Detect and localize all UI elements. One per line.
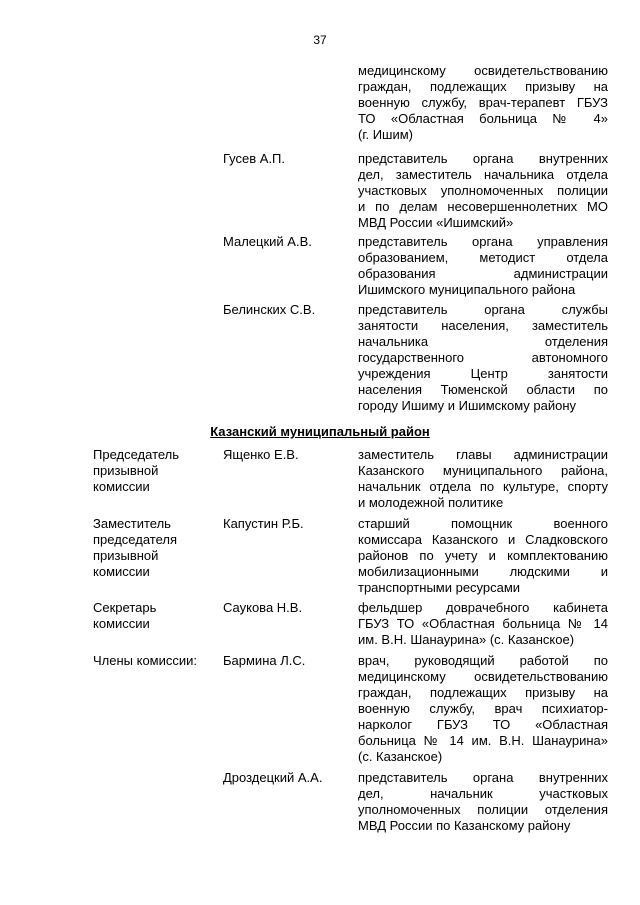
desc-line: районов по учету и комплектованию bbox=[358, 548, 608, 563]
desc-line: начальник отдела по культуре, спорту bbox=[358, 479, 608, 494]
desc-line: участковых уполномоченных полиции bbox=[358, 183, 608, 198]
role-line: комиссии bbox=[93, 616, 150, 631]
desc-line: старший помощник военного bbox=[358, 516, 608, 531]
person-description bbox=[358, 600, 608, 648]
role-line: призывной bbox=[93, 463, 159, 478]
role-line: комиссии bbox=[93, 479, 150, 494]
desc-line: начальника отделения bbox=[358, 334, 608, 349]
desc-line: представитель органа внутренних bbox=[358, 151, 608, 166]
role-line: Заместитель bbox=[93, 516, 171, 531]
person-description bbox=[358, 447, 608, 511]
desc-line: населения Тюменской области по bbox=[358, 382, 608, 397]
person-name: Бармина Л.С. bbox=[223, 653, 306, 668]
desc-line: граждан, подлежащих призыву на bbox=[358, 79, 608, 94]
desc-line: представитель органа управления bbox=[358, 234, 608, 249]
desc-line: занятости населения, заместитель bbox=[358, 318, 608, 333]
desc-line: комиссара Казанского и Сладковского bbox=[358, 532, 608, 547]
desc-line: (с. Казанское) bbox=[358, 749, 443, 764]
role-line: призывной bbox=[93, 548, 159, 563]
desc-line: представитель органа службы bbox=[358, 302, 608, 317]
desc-line: представитель органа внутренних bbox=[358, 770, 608, 785]
desc-line: военную службу, врач-терапевт ГБУЗ bbox=[358, 95, 608, 110]
person-name: Гусев А.П. bbox=[223, 151, 286, 166]
role-label bbox=[93, 653, 218, 669]
desc-line: Казанского муниципального района, bbox=[358, 463, 608, 478]
role-line: Члены комиссии: bbox=[93, 653, 198, 668]
desc-line: МВД России «Ишимский» bbox=[358, 215, 514, 230]
desc-line: военную службу, врач психиатор- bbox=[358, 701, 608, 716]
person-name: Белинских С.В. bbox=[223, 302, 316, 317]
role-label bbox=[93, 600, 218, 632]
desc-line: медицинскому освидетельствованию bbox=[358, 669, 608, 684]
person-name: Малецкий А.В. bbox=[223, 234, 312, 249]
person-description bbox=[358, 302, 608, 414]
section-heading: Казанский муниципальный район bbox=[210, 424, 430, 439]
role-line: Председатель bbox=[93, 447, 180, 462]
person-description bbox=[358, 234, 608, 298]
person-name: Капустин Р.Б. bbox=[223, 516, 304, 531]
desc-line: нарколог ГБУЗ ТО «Областная bbox=[358, 717, 608, 732]
desc-line: МВД России по Казанскому району bbox=[358, 818, 571, 833]
desc-line: ГБУЗ ТО «Областная больница № 14 bbox=[358, 616, 608, 631]
desc-line: дел, заместитель начальника отдела bbox=[358, 167, 608, 182]
desc-line: образованием, методист отдела bbox=[358, 250, 608, 265]
desc-line: граждан, подлежащих призыву на bbox=[358, 685, 608, 700]
role-label bbox=[93, 516, 218, 580]
desc-line: врач, руководящий работой по bbox=[358, 653, 608, 668]
desc-line: и молодежной политике bbox=[358, 495, 504, 510]
desc-line: им. В.Н. Шанаурина» (с. Казанское) bbox=[358, 632, 575, 647]
desc-line: и по делам несовершеннолетних МО bbox=[358, 199, 608, 214]
desc-line: уполномоченных полиции отделения bbox=[358, 802, 608, 817]
desc-line: медицинскому освидетельствованию bbox=[358, 63, 608, 78]
role-label bbox=[93, 447, 218, 495]
person-name: Саукова Н.В. bbox=[223, 600, 303, 615]
desc-line: заместитель главы администрации bbox=[358, 447, 608, 462]
person-name: Дроздецкий А.А. bbox=[223, 770, 323, 785]
person-name: Ященко Е.В. bbox=[223, 447, 299, 462]
desc-line: транспортными ресурсами bbox=[358, 580, 521, 595]
person-description bbox=[358, 151, 608, 231]
desc-line: мобилизационными людскими и bbox=[358, 564, 608, 579]
desc-line: ТО «Областная больница № 4» bbox=[358, 111, 608, 126]
desc-line: Ишимского муниципального района bbox=[358, 282, 576, 297]
desc-line: (г. Ишим) bbox=[358, 127, 414, 142]
desc-line: государственного автономного bbox=[358, 350, 608, 365]
person-description bbox=[358, 770, 608, 834]
desc-line: фельдшер доврачебного кабинета bbox=[358, 600, 608, 615]
role-line: комиссии bbox=[93, 564, 150, 579]
page-number: 37 bbox=[313, 33, 327, 47]
desc-line: больница № 14 им. В.Н. Шанаурина» bbox=[358, 733, 608, 748]
desc-line: городу Ишиму и Ишимскому району bbox=[358, 398, 577, 413]
desc-line: дел, начальник участковых bbox=[358, 786, 608, 801]
desc-line: образования администрации bbox=[358, 266, 608, 281]
person-description bbox=[358, 653, 608, 765]
role-line: Секретарь bbox=[93, 600, 157, 615]
continuation-description bbox=[358, 63, 608, 143]
person-description bbox=[358, 516, 608, 596]
desc-line: учреждения Центр занятости bbox=[358, 366, 608, 381]
role-line: председателя bbox=[93, 532, 178, 547]
